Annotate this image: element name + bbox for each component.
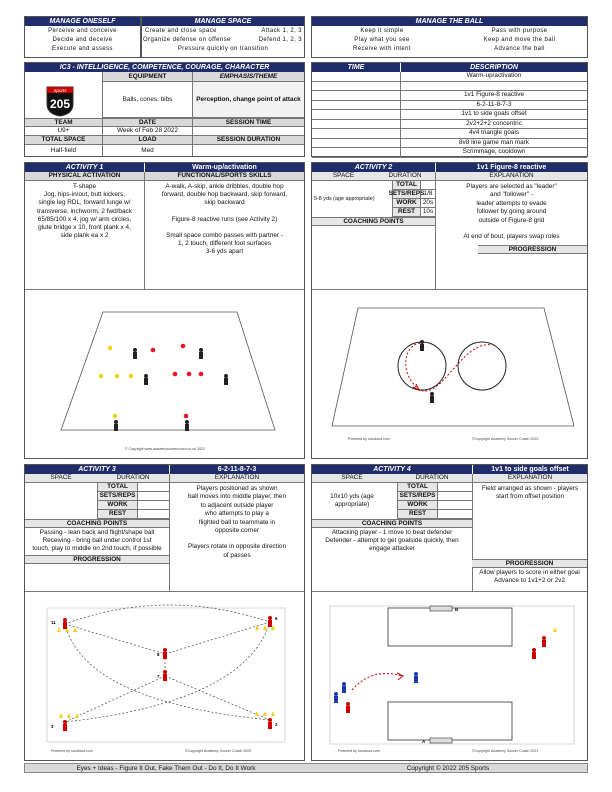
- text-line: glute bridge x 10, front plank x 4,: [38, 224, 131, 232]
- functional-skills-label: FUNCTIONAL/SPORTS SKILLS: [144, 172, 304, 181]
- progression-label: PROGRESSION: [472, 559, 587, 568]
- duration-row-value: [437, 501, 472, 510]
- text-line: Allow players to score in either goal: [479, 569, 580, 576]
- text-line: of passes: [223, 551, 251, 559]
- activity-3-title: ACTIVITY 3: [25, 465, 169, 474]
- session-time-value: [192, 127, 304, 136]
- diagram-copyright: ©Copyright Academy Soccer Coach 2022: [472, 437, 539, 441]
- manage-ball-item: Keep and move the ball: [483, 37, 556, 43]
- manage-oneself-line: Decide and deceive: [52, 37, 113, 43]
- manage-oneself-line: Perceive and conceive: [48, 28, 117, 34]
- diagram-copyright: © Copyright www.academysoccercoach.co.uk 2022: [125, 447, 205, 451]
- cone-icon: [151, 348, 156, 353]
- text-line: [145, 208, 304, 216]
- text-line: outside of Figure-8 grid: [478, 216, 545, 224]
- text-line: [436, 225, 587, 233]
- text-line: [145, 224, 304, 232]
- duration-row-value: 20s: [420, 199, 435, 208]
- text-line: Players are selected as "leader": [466, 183, 557, 190]
- progression-label: PROGRESSION: [25, 555, 169, 564]
- explanation-label: EXPLANATION: [435, 172, 587, 181]
- text-line: touch, play to middle on 2nd touch, if possible: [32, 545, 162, 553]
- team-value: U9+: [25, 127, 102, 136]
- manage-oneself-title: MANAGE ONESELF: [25, 17, 140, 26]
- coaching-points-label: COACHING POINTS: [25, 519, 169, 528]
- date-value: Week of Feb 28 2022: [102, 127, 192, 136]
- cone-icon: [181, 344, 186, 349]
- space-label: SPACE: [25, 474, 97, 483]
- player-number: 8: [157, 652, 160, 657]
- load-value: Med: [102, 145, 192, 156]
- manage-ball-item: Receive with intent: [353, 46, 411, 52]
- text-line: appropriate): [334, 501, 370, 509]
- schedule-time-cell: [312, 82, 400, 92]
- duration-row-value: [437, 483, 472, 492]
- text-line: 10x10 yds (age: [330, 493, 374, 500]
- manage-space-item: Defend 1, 2, 3: [258, 37, 302, 43]
- space-value: [312, 493, 392, 509]
- goal-b-icon: [430, 606, 452, 611]
- session-duration-label: SESSION DURATION: [192, 136, 304, 145]
- text-line: to adjacent outside player: [200, 501, 274, 509]
- text-line: 1, 2 touch, different foot surfaces: [178, 240, 271, 248]
- schedule-time-cell: [312, 120, 400, 130]
- load-label: LOAD: [102, 136, 192, 145]
- text-line: A-walk, A-skip, ankle dribbles, double hop: [165, 183, 284, 190]
- functional-skills-text: [144, 181, 304, 289]
- duration-row-label: REST: [397, 510, 437, 519]
- activity-3-explanation: [169, 483, 304, 591]
- player-number: 6: [275, 616, 278, 621]
- diagram-copyright: ©Copyright Academy Soccer Coach 2022: [185, 749, 252, 753]
- activity-4-coaching: [312, 529, 472, 554]
- player-number: 11: [51, 620, 56, 625]
- schedule-description: Scrimmage, cooldown: [400, 148, 587, 158]
- text-line: Figure-8 reactive runs (see Activity 2): [171, 215, 278, 223]
- text-line: who attempts to play a: [205, 510, 269, 518]
- activity-1-name: Warm-up/activation: [144, 163, 304, 172]
- text-line: Field arranged as shown - players: [481, 485, 579, 492]
- player-number: 2: [275, 722, 278, 727]
- player-number: 3: [51, 724, 54, 729]
- manage-ball-title: MANAGE THE BALL: [312, 17, 587, 26]
- duration-row-label: WORK: [97, 501, 137, 510]
- text-line: opposite corner: [214, 527, 260, 535]
- text-line: Players positioned as shown: [196, 485, 278, 492]
- duration-row-label: TOTAL: [392, 181, 420, 190]
- activity-2-box: [311, 162, 588, 459]
- progression-label: PROGRESSION: [478, 245, 587, 254]
- schedule-time-cell: [312, 129, 400, 139]
- text-line: start from offset position: [495, 493, 565, 501]
- schedule-box: [311, 62, 588, 157]
- diagram-powered: Powered by soccloud.com: [338, 749, 380, 753]
- schedule-description: 8v8 line game man mark: [400, 139, 587, 149]
- text-line: Defender - attempt to get goalside quickly, then: [325, 537, 459, 545]
- duration-label: DURATION: [97, 474, 169, 483]
- logo-205-sports: [45, 84, 75, 117]
- text-line: single leg RDL, forward lunge w/: [38, 199, 131, 207]
- duration-row-label: WORK: [392, 199, 420, 208]
- duration-row-label: REST: [392, 208, 420, 217]
- session-info-box: [24, 62, 305, 157]
- manage-ball-item: Play what you see: [354, 37, 410, 43]
- text-line: T-shape: [72, 183, 97, 190]
- duration-row-value: [437, 510, 472, 519]
- schedule-description: Warm-up/activation: [400, 72, 587, 82]
- manage-ball-box: [311, 16, 588, 58]
- schedule-description: 2v2+2+2 concentric: [400, 120, 587, 130]
- time-header: TIME: [312, 63, 400, 72]
- manage-ball-item: Advance the ball: [494, 46, 545, 52]
- total-space-value: Half-field: [50, 146, 77, 154]
- duration-row-label: WORK: [397, 501, 437, 510]
- logo-text-sports: Sports: [53, 88, 67, 93]
- schedule-description: 1v1 Figure-8 reactive: [400, 91, 587, 101]
- duration-row-label: TOTAL: [397, 483, 437, 492]
- schedule-description: 4v4 triangle goals: [400, 129, 587, 139]
- goal-label: B: [455, 607, 459, 612]
- player-number: 7: [157, 674, 160, 679]
- text-line: 65/85/100 x 4, jog w/ arm circles,: [37, 215, 132, 223]
- text-line: follower by going around: [476, 208, 547, 216]
- diagram-powered: Powered by soccloud.com: [348, 437, 390, 441]
- schedule-description: [400, 82, 587, 92]
- total-space-label: TOTAL SPACE: [25, 136, 102, 145]
- text-line: side plank ea x 2: [60, 232, 109, 240]
- duration-row-value: [137, 501, 169, 510]
- text-line: Passing - lean back and flight/shape ball: [39, 529, 155, 536]
- duration-row-label: SETS/REPS: [97, 492, 137, 501]
- diagram-powered: Powered by soccloud.com: [51, 749, 93, 753]
- ic3-title: IC3 - INTELLIGENCE, COMPETENCE, COURAGE, CHARACTER: [25, 63, 304, 72]
- text-line: transverse, inchworm, 2 fwd/back: [37, 207, 132, 215]
- manage-space-item: Create and close space: [145, 28, 217, 34]
- text-line: At end of bout, players swap roles: [463, 233, 560, 241]
- duration-row-label: SETS/REPS: [388, 190, 425, 198]
- physical-activation-text: [25, 183, 144, 240]
- cone-icon: [108, 346, 113, 351]
- session-duration-value: [192, 145, 304, 156]
- activity-4-diagram: [312, 592, 587, 760]
- space-label: SPACE: [312, 474, 392, 483]
- manage-ball-item: Keep it simple: [360, 28, 404, 34]
- text-line: 3-6 yds apart: [205, 248, 244, 256]
- activity-2-name: 1v1 Figure-8 reactive: [435, 163, 587, 172]
- manage-space-item: Pressure quickly on transition: [177, 46, 269, 52]
- diagram-copyright: ©Copyright Academy Soccer Coach 2021: [472, 749, 539, 753]
- text-line: leader attempts to evade: [476, 199, 547, 207]
- physical-activation-label: PHYSICAL ACTIVATION: [25, 172, 144, 181]
- manage-oneself-line: Execute and assess: [52, 46, 113, 52]
- manage-space-item: Organize defense on offense: [143, 37, 231, 43]
- emphasis-label: EMPHASIS/THEME: [192, 72, 304, 82]
- text-line: Players rotate in opposite direction: [187, 543, 287, 551]
- activity-4-title: ACTIVITY 4: [312, 465, 472, 474]
- schedule-description: 1v1 to side goals offset: [400, 110, 587, 120]
- text-line: Small space combo passes with partner -: [166, 231, 283, 239]
- activity-1-diagram: [25, 290, 304, 458]
- text-line: Jog, hips-in/out, butt kickers,: [44, 191, 125, 199]
- text-line: engage attacker: [369, 545, 415, 553]
- duration-row-label: SETS/REPS: [397, 492, 437, 501]
- duration-row-label: REST: [97, 510, 137, 519]
- activity-3-diagram: [25, 592, 304, 760]
- schedule-time-cell: [312, 110, 400, 120]
- schedule-time-cell: [312, 72, 400, 82]
- text-line: Attacking player - 1 move to beat defender: [331, 529, 453, 536]
- activity-3-coaching: [25, 529, 169, 554]
- activity-4-progression: [472, 569, 587, 586]
- duration-row-value: [420, 181, 435, 190]
- text-line: skip backward: [204, 199, 245, 207]
- duration-label: DURATION: [392, 474, 472, 483]
- activity-1-title: ACTIVITY 1: [25, 163, 144, 172]
- manage-space-title: MANAGE SPACE: [142, 17, 304, 26]
- goal-label: A: [422, 739, 426, 744]
- session-time-label: SESSION TIME: [192, 118, 304, 127]
- schedule-time-cell: [312, 148, 400, 158]
- space-label: SPACE: [312, 172, 375, 181]
- duration-row-value: 1/8: [420, 190, 435, 199]
- duration-row-value: [137, 510, 169, 519]
- schedule-description: 6-2-11-8-7-3: [400, 101, 587, 111]
- manage-oneself-box: [24, 16, 141, 58]
- activity-4-box: [311, 464, 588, 761]
- schedule-time-cell: [312, 101, 400, 111]
- activity-2-diagram: [312, 290, 587, 458]
- activity-3-name: 6-2-11-8-7-3: [169, 465, 304, 474]
- footer-copyright: Copyright © 2022 205 Sports: [406, 765, 490, 772]
- text-line: [170, 535, 304, 543]
- text-line: ball moves into middle player, then: [187, 493, 287, 501]
- coaching-points-label: COACHING POINTS: [312, 217, 435, 226]
- space-value: 5-8 yds (age appropriate): [314, 195, 375, 202]
- schedule-time-cell: [312, 139, 400, 149]
- text-line: Receiving - bring ball under control 1st: [42, 537, 152, 545]
- text-line: Advance to 1v1+2 or 2v2: [494, 577, 565, 585]
- duration-row-value: [437, 492, 472, 501]
- date-label: DATE: [102, 118, 192, 127]
- manage-space-item: Attack 1, 2, 3: [261, 28, 302, 34]
- activity-2-explanation: [435, 181, 587, 289]
- activity-1-box: [24, 162, 305, 459]
- description-header: DESCRIPTION: [400, 63, 587, 72]
- logo-text-number: 205: [49, 97, 71, 111]
- equipment-label: EQUIPMENT: [102, 72, 192, 82]
- explanation-label: EXPLANATION: [169, 474, 304, 483]
- shield-logo-icon: [45, 84, 75, 117]
- duration-row-value: [137, 483, 169, 492]
- activity-4-name: 1v1 to side goals offset: [472, 465, 587, 474]
- duration-row-label: TOTAL: [97, 483, 137, 492]
- schedule-time-cell: [312, 91, 400, 101]
- text-line: flighted ball to teammate in: [198, 518, 276, 526]
- manage-ball-item: Pass with purpose: [491, 28, 548, 34]
- emphasis-value: Perception, change point of attack: [192, 82, 304, 118]
- activity-3-box: [24, 464, 305, 761]
- duration-row-value: 10s: [420, 208, 435, 217]
- activity-2-title: ACTIVITY 2: [312, 163, 435, 172]
- equipment-value: Balls, cones, bibs: [102, 82, 192, 118]
- text-line: forward, double hop backward, skip forward,: [161, 191, 288, 199]
- manage-space-box: [141, 16, 305, 58]
- goal-a-icon: [430, 738, 452, 743]
- team-label: TEAM: [25, 118, 102, 127]
- text-line: and "follower" -: [490, 191, 533, 199]
- coaching-points-label: COACHING POINTS: [312, 519, 472, 528]
- footer-motto: Eyes + Ideas - Figure It Out, Fake Them Out - Do It, Do It Work: [76, 765, 256, 772]
- footer-bar: [24, 763, 588, 773]
- explanation-label: EXPLANATION: [472, 474, 587, 483]
- duration-label: DURATION: [375, 172, 435, 181]
- duration-row-value: [137, 492, 169, 501]
